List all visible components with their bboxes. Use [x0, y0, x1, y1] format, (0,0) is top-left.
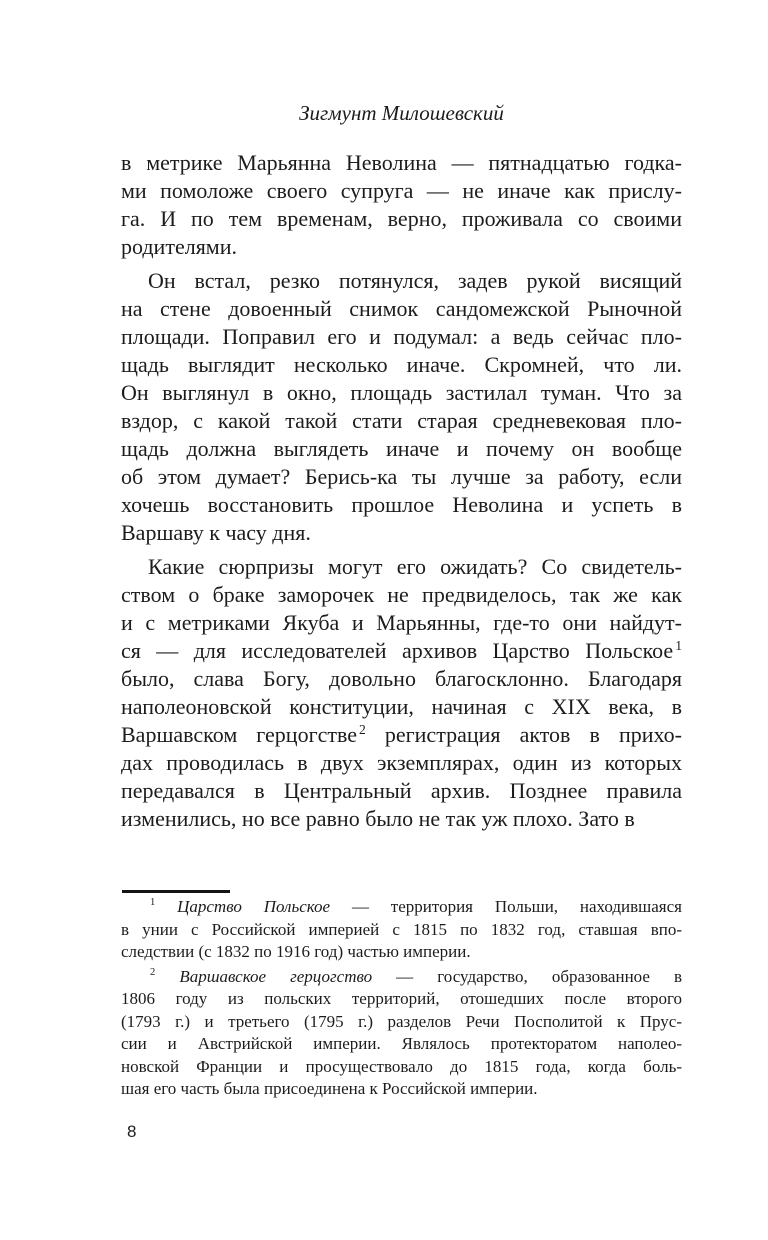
- body-text: [121, 149, 682, 833]
- text-segment: было, слава Богу, довольно благосклонно. Благодаря: [121, 666, 682, 691]
- text-segment: в метрике Марьянна Неволина — пятнадцатью годка-: [121, 150, 682, 175]
- text-line: [121, 941, 682, 964]
- text-segment: следствии (с 1832 по 1916 год) частью империи.: [121, 942, 471, 961]
- text-line: [121, 1033, 682, 1056]
- page-number: 8: [127, 1122, 137, 1141]
- footnote-marker: 2: [359, 721, 366, 737]
- text-segment: щадь должна выглядеть иначе и почему он вообще: [121, 436, 682, 461]
- text-segment: дах проводилась в двух экземплярах, один из которых: [121, 750, 682, 775]
- text-segment: и с метриками Якуба и Марьянны, где-то они найдут-: [121, 610, 682, 635]
- text-segment: изменились, но все равно было не так уж плохо. Зато в: [121, 806, 635, 831]
- text-line: [121, 1056, 682, 1079]
- paragraph: [121, 553, 682, 833]
- text-line: [121, 609, 682, 637]
- text-segment: наполеоновской конституции, начиная с XIX века, в: [121, 694, 682, 719]
- text-line: [121, 721, 682, 749]
- footnotes: [121, 896, 682, 1101]
- footnote-marker: 1: [150, 897, 156, 909]
- text-segment: Варшаву к часу дня.: [121, 520, 311, 545]
- text-line: [121, 777, 682, 805]
- text-line: [121, 177, 682, 205]
- text-line: [121, 491, 682, 519]
- text-segment: вздор, с какой такой стати старая средневековая пло-: [121, 408, 682, 433]
- footnote-marker: 1: [675, 637, 682, 653]
- text-segment: на стене довоенный снимок сандомежской Рыночной: [121, 296, 682, 321]
- text-segment: в унии с Российской империей с 1815 по 1832 год, ставшая впо-: [121, 919, 682, 939]
- text-line: [121, 407, 682, 435]
- text-segment: Он выглянул в окно, площадь застилал туман. Что за: [121, 380, 682, 405]
- text-segment: сии и Австрийской империи. Являлось протекторатом наполео-: [121, 1034, 682, 1053]
- running-head-author: Зигмунт Милошевский: [299, 101, 504, 125]
- text-line: [121, 233, 682, 261]
- text-line: [121, 379, 682, 407]
- text-segment: Варшавском герцогстве: [121, 722, 357, 747]
- text-segment: Какие сюрпризы могут его ожидать? Со свидетель-: [148, 554, 682, 579]
- text-segment: регистрация актов в прихо-: [365, 722, 682, 747]
- text-line: [121, 966, 682, 989]
- text-segment: ся — для исследователей архивов Царство Польское: [121, 638, 674, 663]
- text-line: [121, 351, 682, 379]
- text-segment: — государство, образованное в: [372, 966, 682, 986]
- text-segment: об этом думает? Берись-ка ты лучше за работу, если: [121, 464, 682, 489]
- text-line: [121, 435, 682, 463]
- footnote: [121, 966, 682, 1101]
- text-segment: Варшавское герцогство: [155, 966, 373, 986]
- text-line: [121, 149, 682, 177]
- paragraph: [121, 149, 682, 261]
- text-segment: хочешь восстановить прошлое Неволина и успеть в: [121, 492, 682, 517]
- text-segment: (1793 г.) и третьего (1795 г.) разделов Речи Посполитой к Прус-: [121, 1011, 682, 1031]
- text-line: [121, 919, 682, 942]
- text-line: [121, 295, 682, 323]
- text-line: [121, 581, 682, 609]
- text-line: [121, 463, 682, 491]
- text-segment: новской Франции и просуществовало до 1815 года, когда боль-: [121, 1056, 682, 1076]
- text-line: [121, 749, 682, 777]
- text-line: [121, 637, 682, 665]
- text-segment: Он встал, резко потянулся, задев рукой висящий: [148, 268, 682, 293]
- text-line: [121, 693, 682, 721]
- text-segment: площади. Поправил его и подумал: а ведь сейчас пло-: [121, 324, 682, 349]
- paragraph: [121, 267, 682, 547]
- text-line: [121, 805, 682, 833]
- text-line: [121, 519, 682, 547]
- text-segment: щадь выглядит несколько иначе. Скромней, что ли.: [121, 352, 682, 377]
- footnote-marker: 2: [150, 966, 156, 978]
- text-segment: родителями.: [121, 234, 238, 259]
- text-line: [121, 205, 682, 233]
- text-line: [121, 1078, 682, 1101]
- text-line: [121, 553, 682, 581]
- text-line: [121, 267, 682, 295]
- footnote-separator: [122, 890, 230, 893]
- text-line: [121, 665, 682, 693]
- text-segment: передавался в Центральный архив. Позднее правила: [121, 778, 682, 803]
- text-line: [121, 323, 682, 351]
- text-line: [121, 896, 682, 919]
- text-segment: ством о браке заморочек не предвиделось, так же как: [121, 582, 682, 607]
- text-line: [121, 1011, 682, 1034]
- text-segment: шая его часть была присоединена к Российской империи.: [121, 1079, 538, 1098]
- text-segment: — территория Польши, находившаяся: [330, 897, 682, 916]
- text-segment: Царство Польское: [155, 897, 331, 916]
- footnote: [121, 896, 682, 964]
- text-segment: га. И по тем временам, верно, проживала со своими: [121, 206, 682, 231]
- text-segment: 1806 году из польских территорий, отошедших после второго: [121, 989, 682, 1008]
- text-line: [121, 988, 682, 1011]
- text-segment: ми помоложе своего супруга — не иначе как прислу-: [121, 178, 682, 203]
